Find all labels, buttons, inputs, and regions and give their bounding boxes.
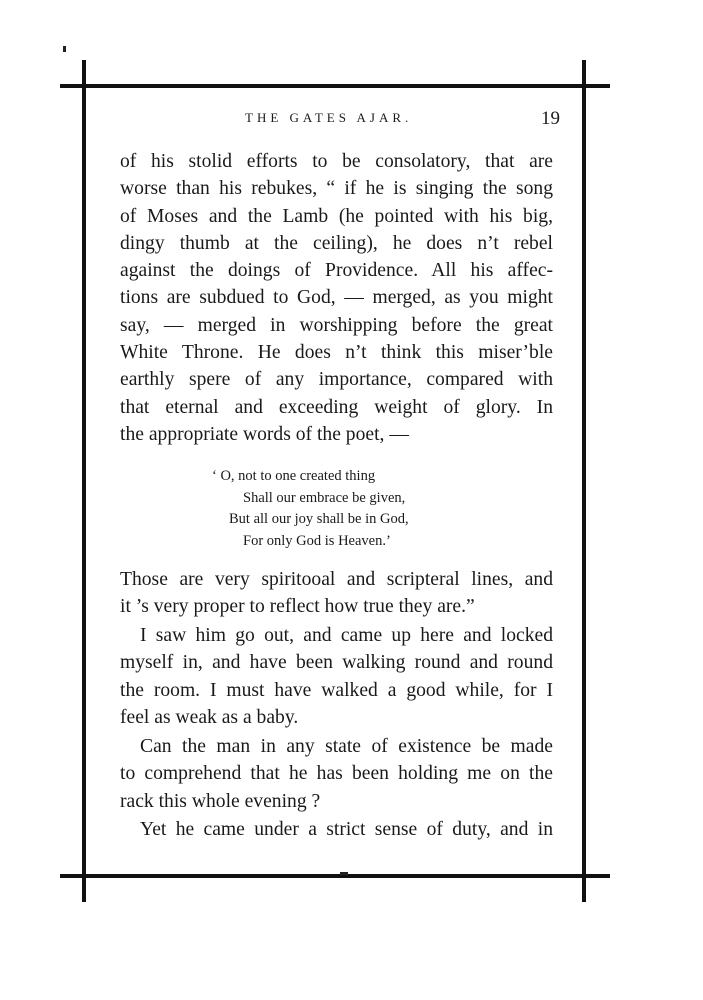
- text-line: of his stolid efforts to be consolatory, that are: [120, 151, 553, 172]
- ink-speck: [340, 872, 348, 875]
- paragraph: [120, 816, 553, 843]
- ink-speck: [63, 46, 66, 52]
- paragraph: [120, 622, 553, 731]
- verse-quotation: [212, 466, 409, 552]
- text-line: of Moses and the Lamb (he pointed with his big,: [120, 205, 553, 227]
- text-line: the appropriate words of the poet, —: [120, 423, 409, 445]
- text-line: Yet he came under a strict sense of duty, and in: [140, 819, 553, 840]
- text-line: I saw him go out, and came up here and locked: [140, 625, 553, 646]
- text-line: dingy thumb at the ceiling), he does n’t rebel: [120, 232, 553, 254]
- text-line: tions are subdued to God, — merged, as you might: [120, 287, 553, 309]
- paragraph: [120, 148, 553, 448]
- right-border-rule: [582, 60, 586, 902]
- text-line: to comprehend that he has been holding me on the: [120, 763, 553, 785]
- text-line: it ’s very proper to reflect how true they are.”: [120, 596, 475, 618]
- text-line: say, — merged in worshipping before the great: [120, 314, 553, 336]
- text-line: Can the man in any state of existence be made: [140, 736, 553, 757]
- text-line: rack this whole evening ?: [120, 790, 321, 812]
- text-line: earthly spere of any importance, compared with: [120, 369, 553, 391]
- verse-line: For only God is Heaven.’: [243, 532, 391, 549]
- running-header: [120, 108, 560, 132]
- verse-line: ‘ O, not to one created thing: [212, 468, 376, 484]
- bottom-border-rule: [60, 874, 610, 878]
- paragraph: [120, 566, 553, 621]
- verse-line: Shall our embrace be given,: [243, 489, 406, 506]
- verse-line: But all our joy shall be in God,: [229, 511, 409, 527]
- text-line: White Throne. He does n’t think this miser’ble: [120, 342, 553, 364]
- left-border-rule: [82, 60, 86, 902]
- text-line: feel as weak as a baby.: [120, 706, 299, 728]
- text-line: that eternal and exceeding weight of glory. In: [120, 396, 553, 418]
- text-line: worse than his rebukes, “ if he is singing the song: [120, 178, 553, 200]
- top-border-rule: [60, 84, 610, 88]
- text-line: Those are very spiritooal and scripteral lines, and: [120, 569, 553, 590]
- page-number: 19: [541, 108, 560, 129]
- text-line: against the doings of Providence. All his affec-: [120, 260, 553, 282]
- text-line: the room. I must have walked a good while, for I: [120, 679, 553, 701]
- text-line: myself in, and have been walking round and round: [120, 652, 553, 674]
- paragraph: [120, 733, 553, 815]
- running-title: THE GATES AJAR.: [245, 110, 413, 125]
